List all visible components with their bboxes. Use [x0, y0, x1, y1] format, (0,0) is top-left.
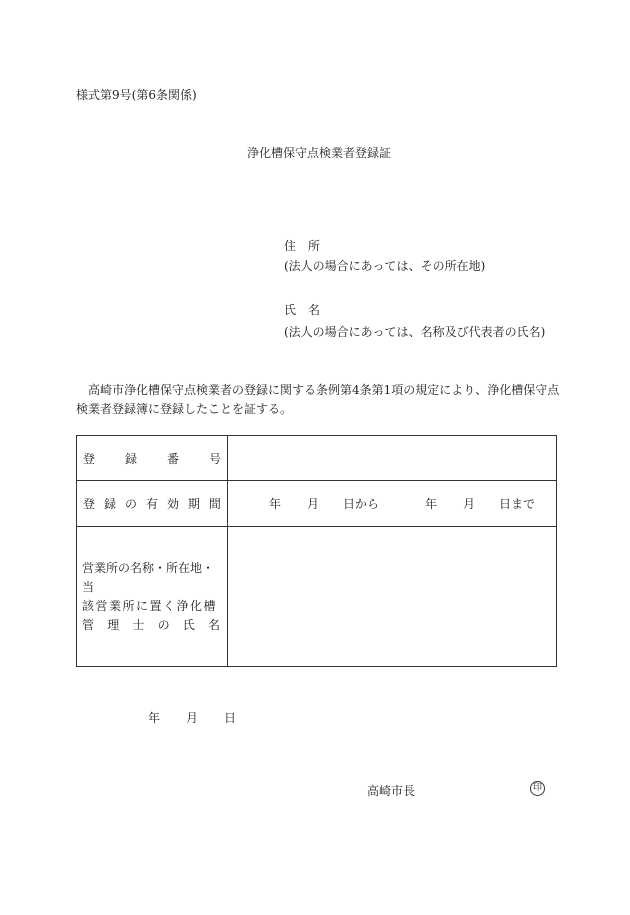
address-label: 住 所: [284, 239, 321, 253]
seal-mark: 印: [530, 781, 545, 796]
office-info-label: 営業所の名称・所在地・当 該営業所に置く浄化槽 管 理 士 の 氏 名: [77, 527, 228, 667]
validity-period-value[interactable]: 年 月 日から 年 月 日まで: [228, 481, 557, 527]
document-title: 浄化槽保守点検業者登録証: [247, 146, 392, 160]
registration-table: [76, 435, 557, 667]
certification-text: 高崎市浄化槽保守点検業者の登録に関する条例第4条第1項の規定により、浄化槽保守点検業者登録簿に登録したことを証する。: [76, 383, 560, 416]
name-label: 氏 名: [284, 303, 321, 317]
form-number: 様式第9号(第6条関係): [76, 88, 197, 102]
table-row: [77, 436, 557, 481]
name-note: (法人の場合にあっては、名称及び代表者の氏名): [284, 325, 546, 339]
table-row: [77, 481, 557, 527]
issue-date: 年 月 日: [148, 711, 237, 725]
issuer-name: 高崎市長: [367, 784, 416, 798]
registration-number-label: 登 録 番 号: [77, 436, 228, 481]
address-note: (法人の場合にあっては、その所在地): [284, 259, 486, 273]
table-row: [77, 527, 557, 667]
registration-number-value[interactable]: [228, 436, 557, 481]
validity-period-label: 登 録 の 有 効 期 間: [77, 481, 228, 527]
office-info-value[interactable]: [228, 527, 557, 667]
